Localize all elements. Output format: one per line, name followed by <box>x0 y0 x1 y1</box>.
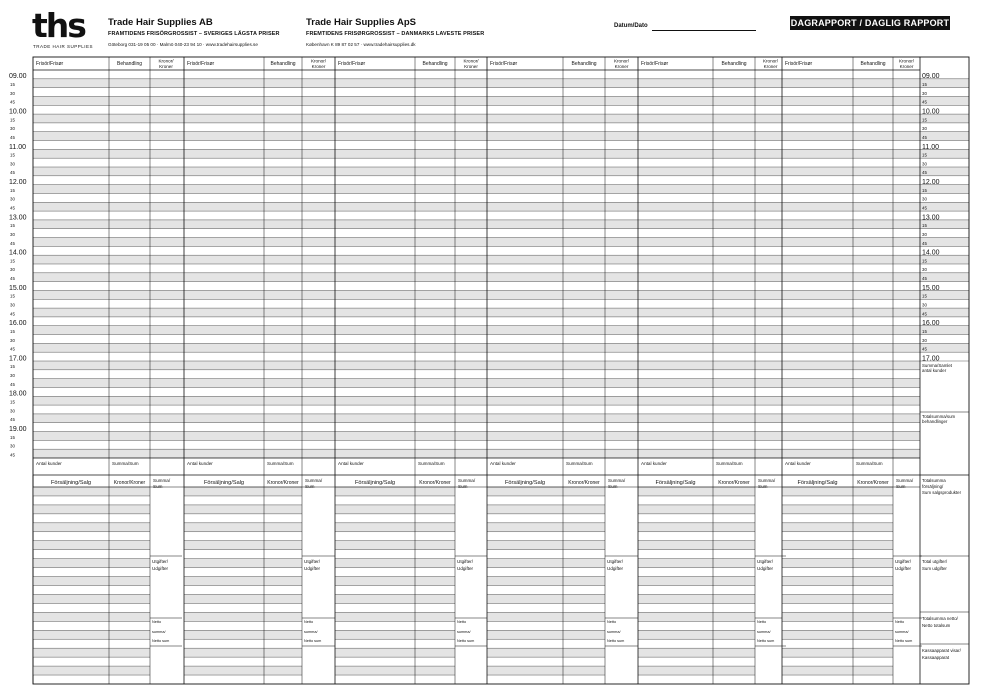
time-label-right-1600: 16.00 <box>922 320 940 328</box>
shaded-row <box>638 594 755 603</box>
quarter-label-right: 30 <box>922 196 927 202</box>
quarter-label: 30 <box>10 126 15 132</box>
time-label-right-1000: 10.00 <box>922 108 940 116</box>
summa-label: Summa/Sum <box>856 461 883 466</box>
shaded-row <box>33 577 150 586</box>
shaded-row <box>638 541 755 550</box>
shaded-row <box>184 541 302 550</box>
quarter-label: 30 <box>10 90 15 96</box>
quarter-label: 45 <box>10 205 15 211</box>
time-label-right-1300: 13.00 <box>922 214 940 222</box>
shaded-row <box>33 202 920 211</box>
shaded-row <box>487 577 605 586</box>
quarter-label-right: 45 <box>922 311 927 317</box>
netto-label: Netto <box>607 620 617 624</box>
quarter-label: 15 <box>10 187 15 193</box>
kronor-column-header: Kroner <box>614 64 629 69</box>
kronor-column-header: Kronor/Kroner <box>267 480 299 486</box>
kronor-column-header: Kroner <box>763 64 778 69</box>
shaded-row <box>335 648 455 657</box>
time-label-1700: 17.00 <box>9 355 27 363</box>
quarter-label: 30 <box>10 302 15 308</box>
summa-column-header: Sum <box>758 484 768 489</box>
quarter-label-right: 45 <box>922 99 927 105</box>
shaded-row <box>33 396 920 405</box>
quarter-label: 45 <box>10 240 15 246</box>
shaded-row <box>33 167 920 176</box>
netto-label: summa/ <box>457 630 471 634</box>
shaded-row <box>33 238 920 247</box>
shaded-row <box>33 132 920 141</box>
shaded-row <box>487 594 605 603</box>
time-label-1800: 18.00 <box>9 390 27 398</box>
time-label-1200: 12.00 <box>9 179 27 187</box>
shaded-row <box>487 505 605 514</box>
quarter-label: 45 <box>10 170 15 176</box>
shaded-row <box>920 132 969 141</box>
forsaljning-column-header: Försäljning/Salg <box>354 480 396 486</box>
quarter-label-right: 15 <box>922 82 927 88</box>
utgifter-label: Utgifter/ <box>607 559 624 564</box>
summa-column-header: Sum <box>608 484 618 489</box>
utgifter-label: Utgifter/ <box>457 559 474 564</box>
quarter-label-right: 45 <box>922 276 927 282</box>
quarter-label: 45 <box>10 311 15 317</box>
shaded-row <box>33 255 920 264</box>
time-label-right-0900: 09.00 <box>922 73 940 81</box>
shaded-row <box>33 361 920 370</box>
shaded-row <box>184 648 302 657</box>
time-label-right-1700: 17.00 <box>922 355 940 363</box>
shaded-row <box>33 220 920 229</box>
totalsumma-behandlinger-label: behandlinger <box>922 419 948 424</box>
shaded-row <box>335 505 455 514</box>
netto-label: summa/ <box>607 630 621 634</box>
summa-column-header: Summa/ <box>758 478 776 483</box>
kronor-column-header: Kroner <box>899 64 914 69</box>
time-label-1300: 13.00 <box>9 214 27 222</box>
time-label-1100: 11.00 <box>9 143 26 151</box>
summa-label: Summa/Sum <box>566 461 593 466</box>
summa-label: Summa/Sum <box>112 461 139 466</box>
kronor-column-header: Kronor/ <box>310 58 327 64</box>
behandling-column-header: Behandling <box>270 61 296 67</box>
quarter-label: 15 <box>10 399 15 405</box>
quarter-label-right: 15 <box>922 117 927 123</box>
kronor-column-header: Kronor/Kroner <box>568 480 600 486</box>
netto-label: summa/ <box>304 630 318 634</box>
netto-label: Netto sum <box>304 639 322 643</box>
shaded-row <box>184 666 302 675</box>
antal-kunder-label: Antal kunder <box>338 461 364 466</box>
quarter-label: 45 <box>10 99 15 105</box>
totalsumma-behandlinger-label: Totalsumma/sum <box>922 414 956 419</box>
time-label-1000: 10.00 <box>9 108 27 116</box>
forsaljning-column-header: Försäljning/Salg <box>797 480 838 486</box>
company-se-name: Trade Hair Supplies AB <box>108 17 213 28</box>
utgifter-label: Udgifter <box>304 566 321 571</box>
summa-column-header: Summa/ <box>896 478 914 483</box>
shaded-row <box>184 505 302 514</box>
shaded-row <box>487 541 605 550</box>
company-se-info: Göteborg 031-19 05 00 · Malmö 040-23 94 10 · www.tradehairsupplies.se <box>108 42 258 47</box>
shaded-row <box>487 523 605 532</box>
quarter-label-right: 15 <box>922 293 927 299</box>
quarter-label-right: 15 <box>922 223 927 229</box>
time-label-right-1400: 14.00 <box>922 249 940 257</box>
shaded-row <box>33 96 920 105</box>
summa-column-header: Summa/ <box>458 478 476 483</box>
netto-label: summa/ <box>757 630 771 634</box>
time-label-1500: 15.00 <box>9 284 27 292</box>
shaded-row <box>920 343 969 352</box>
friser-column-header: Frisör/Frisør <box>338 61 366 67</box>
shaded-row <box>33 559 150 568</box>
antal-kunder-label: Antal kunder <box>785 461 811 466</box>
forsaljning-column-header: Försäljning/Salg <box>203 480 245 486</box>
shaded-row <box>638 505 755 514</box>
quarter-label: 45 <box>10 276 15 282</box>
shaded-row <box>782 559 893 568</box>
time-label-0900: 09.00 <box>9 73 27 81</box>
utgifter-label: Udgifter <box>152 566 169 571</box>
quarter-label-right: 45 <box>922 205 927 211</box>
shaded-row <box>184 487 302 496</box>
shaded-row <box>33 594 150 603</box>
shaded-row <box>782 541 893 550</box>
kronor-column-header: Kronor/ <box>463 58 479 64</box>
quarter-label: 15 <box>10 364 15 370</box>
shaded-row <box>33 414 920 423</box>
quarter-label: 15 <box>10 82 15 88</box>
shaded-row <box>487 666 605 675</box>
shaded-row <box>920 202 969 211</box>
netto-label: Netto sum <box>757 639 775 643</box>
time-label-1600: 16.00 <box>9 320 27 328</box>
shaded-row <box>33 487 150 496</box>
shaded-row <box>487 648 605 657</box>
quarter-label: 15 <box>10 152 15 158</box>
behandling-column-header: Behandling <box>860 61 886 67</box>
behandling-column-header: Behandling <box>721 61 747 67</box>
shaded-row <box>33 630 150 639</box>
quarter-label: 30 <box>10 267 15 273</box>
quarter-label: 45 <box>10 134 15 140</box>
antal-kunder-label: Antal kunder <box>36 461 62 466</box>
kassaapparat-label: Kassaapparat visar/ <box>922 648 961 653</box>
shaded-row <box>184 559 302 568</box>
quarter-label: 45 <box>10 381 15 387</box>
shaded-row <box>184 523 302 532</box>
friser-column-header: Frisör/Frisør <box>641 61 669 67</box>
quarter-label: 30 <box>10 337 15 343</box>
totalsumma-forsaljning-label: Sum salgsprodukter <box>922 490 962 495</box>
shaded-row <box>33 379 920 388</box>
kronor-column-header: Kroner <box>464 64 478 69</box>
netto-label: Netto <box>757 620 767 624</box>
quarter-label: 15 <box>10 223 15 229</box>
antal-kunder-label: Antal kunder <box>490 461 516 466</box>
shaded-row <box>33 185 920 194</box>
quarter-label: 30 <box>10 161 15 167</box>
utgifter-label: Utgifter/ <box>304 559 321 564</box>
shaded-row <box>33 523 150 532</box>
quarter-label: 30 <box>10 408 15 414</box>
shaded-row <box>33 666 150 675</box>
shaded-row <box>33 326 920 335</box>
shaded-row <box>335 559 455 568</box>
kronor-column-header: Kronor/Kroner <box>718 480 750 486</box>
utgifter-label: Udgifter <box>607 566 624 571</box>
friser-column-header: Frisör/Frisør <box>490 61 518 67</box>
shaded-row <box>638 648 755 657</box>
totalsumma-forsaljning-label: försäljning/ <box>922 484 944 489</box>
summa-column-header: Summa/ <box>608 478 626 483</box>
quarter-label-right: 30 <box>922 267 927 273</box>
forsaljning-column-header: Försäljning/Salg <box>655 480 696 486</box>
quarter-label: 30 <box>10 443 15 449</box>
summa-column-header: Sum <box>458 484 468 489</box>
quarter-label: 30 <box>10 196 15 202</box>
utgifter-label: Udgifter <box>757 566 774 571</box>
shaded-row <box>782 648 893 657</box>
quarter-label: 30 <box>10 231 15 237</box>
antal-kunder-label: Antal kunder <box>187 461 213 466</box>
quarter-label-right: 15 <box>922 187 927 193</box>
shaded-row <box>638 487 755 496</box>
kassaapparat-label: Kassaapparat <box>922 655 950 660</box>
shaded-row <box>335 541 455 550</box>
quarter-label: 30 <box>10 373 15 379</box>
summa-column-header: Sum <box>153 484 163 489</box>
shaded-row <box>920 308 969 317</box>
quarter-label: 15 <box>10 328 15 334</box>
netto-label: Netto <box>895 620 905 624</box>
shaded-row <box>184 594 302 603</box>
quarter-label-right: 45 <box>922 170 927 176</box>
shaded-row <box>33 449 920 458</box>
summa-samlet-label: Summa/Samlet <box>922 363 953 368</box>
quarter-label-right: 45 <box>922 346 927 352</box>
quarter-label-right: 30 <box>922 126 927 132</box>
time-label-right-1200: 12.00 <box>922 179 940 187</box>
shaded-row <box>782 505 893 514</box>
netto-label: Netto sum <box>607 639 625 643</box>
utgifter-label: Utgifter/ <box>895 559 912 564</box>
shaded-row <box>33 648 150 657</box>
kronor-column-header: Kroner <box>159 64 173 69</box>
shaded-row <box>487 559 605 568</box>
shaded-row <box>920 273 969 282</box>
utgifter-label: Udgifter <box>457 566 474 571</box>
kronor-column-header: Kronor/ <box>898 58 915 64</box>
shaded-row <box>638 559 755 568</box>
shaded-row <box>184 612 302 621</box>
summa-label: Summa/Sum <box>267 461 294 466</box>
quarter-label-right: 45 <box>922 134 927 140</box>
shaded-row <box>33 343 920 352</box>
netto-label: summa/ <box>152 630 166 634</box>
time-label-right-1500: 15.00 <box>922 284 940 292</box>
shaded-row <box>920 96 969 105</box>
shaded-row <box>33 612 150 621</box>
quarter-label-right: 30 <box>922 161 927 167</box>
total-utgifter-label: Total utgifter/ <box>922 559 948 564</box>
shaded-row <box>335 594 455 603</box>
shaded-row <box>33 79 920 88</box>
utgifter-label: Udgifter <box>895 566 912 571</box>
forsaljning-column-header: Försäljning/Salg <box>504 480 546 486</box>
kronor-column-header: Kroner <box>311 64 326 69</box>
company-dk-name: Trade Hair Supplies ApS <box>306 17 416 28</box>
netto-label: Netto sum <box>895 639 913 643</box>
kronor-column-header: Kronor/Kroner <box>113 480 146 486</box>
shaded-row <box>33 273 920 282</box>
shaded-row <box>782 594 893 603</box>
company-dk-tagline: FREMTIDENS FRISØRGROSSIST – DANMARKS LAVESTE PRISER <box>306 31 485 37</box>
shaded-row <box>33 308 920 317</box>
shaded-row <box>638 612 755 621</box>
shaded-row <box>184 630 302 639</box>
netto-label: Netto sum <box>152 639 170 643</box>
summa-samlet-label: antal kunder <box>922 368 947 373</box>
shaded-row <box>335 666 455 675</box>
netto-label: Netto <box>457 620 467 624</box>
logo-subtitle: TRADE HAIR SUPPLIES <box>33 44 94 49</box>
shaded-row <box>782 630 893 639</box>
quarter-label-right: 15 <box>922 258 927 264</box>
totalsumma-netto-label: Totalsumma netto/ <box>922 616 958 621</box>
time-label-right-1100: 11.00 <box>922 143 939 151</box>
quarter-label: 45 <box>10 452 15 458</box>
shaded-row <box>335 577 455 586</box>
quarter-label: 15 <box>10 117 15 123</box>
netto-label: Netto <box>304 620 314 624</box>
shaded-row <box>184 577 302 586</box>
quarter-label-right: 45 <box>922 240 927 246</box>
quarter-label: 45 <box>10 417 15 423</box>
shaded-row <box>782 577 893 586</box>
quarter-label: 15 <box>10 434 15 440</box>
behandling-column-header: Behandling <box>116 61 143 67</box>
shaded-row <box>33 505 150 514</box>
shaded-row <box>335 612 455 621</box>
shaded-row <box>33 541 150 550</box>
quarter-label-right: 15 <box>922 328 927 334</box>
shaded-row <box>33 149 920 158</box>
shaded-row <box>335 487 455 496</box>
behandling-column-header: Behandling <box>571 61 597 67</box>
company-se-tagline: FRAMTIDENS FRISÖRGROSSIST – SVERIGES LÄGSTA PRISER <box>108 31 280 37</box>
shaded-row <box>335 523 455 532</box>
summa-column-header: Sum <box>896 484 906 489</box>
antal-kunder-label: Antal kunder <box>641 461 667 466</box>
quarter-label-right: 30 <box>922 302 927 308</box>
time-label-1400: 14.00 <box>9 249 27 257</box>
quarter-label-right: 30 <box>922 90 927 96</box>
kronor-column-header: Kronor/ <box>158 58 174 64</box>
shaded-row <box>782 523 893 532</box>
shaded-row <box>638 630 755 639</box>
behandling-column-header: Behandling <box>422 61 448 67</box>
shaded-row <box>638 666 755 675</box>
shaded-row <box>33 290 920 299</box>
friser-column-header: Frisör/Frisør <box>36 61 64 67</box>
shaded-row <box>782 612 893 621</box>
netto-label: Netto <box>152 620 162 624</box>
totalsumma-netto-label: Netto totalsum <box>922 623 951 628</box>
utgifter-label: Utgifter/ <box>757 559 774 564</box>
quarter-label-right: 15 <box>922 152 927 158</box>
shaded-row <box>335 630 455 639</box>
summa-column-header: Summa/ <box>305 478 323 483</box>
summa-column-header: Summa/ <box>153 478 171 483</box>
report-title: DAGRAPPORT / DAGLIG RAPPORT <box>790 18 950 28</box>
kronor-column-header: Kronor/ <box>762 58 779 64</box>
quarter-label: 15 <box>10 258 15 264</box>
netto-label: Netto sum <box>457 639 475 643</box>
quarter-label-right: 30 <box>922 231 927 237</box>
quarter-label-right: 30 <box>922 337 927 343</box>
company-dk-info: København K 89 87 02 57 · www.tradehairsupplies.dk <box>306 42 416 47</box>
kronor-column-header: Kronor/Kroner <box>857 480 889 486</box>
time-label-1900: 19.00 <box>9 425 27 433</box>
shaded-row <box>920 238 969 247</box>
shaded-row <box>487 630 605 639</box>
netto-label: summa/ <box>895 630 909 634</box>
total-utgifter-label: Sum udgifter <box>922 566 947 571</box>
shaded-row <box>782 666 893 675</box>
ths-logo: ths <box>32 6 85 45</box>
summa-label: Summa/Sum <box>418 461 445 466</box>
quarter-label: 15 <box>10 293 15 299</box>
quarter-label: 45 <box>10 346 15 352</box>
shaded-row <box>487 487 605 496</box>
friser-column-header: Frisör/Frisør <box>187 61 215 67</box>
shaded-row <box>487 612 605 621</box>
date-label: Datum/Dato <box>614 23 648 29</box>
shaded-row <box>782 487 893 496</box>
shaded-row <box>638 577 755 586</box>
shaded-row <box>33 432 920 441</box>
utgifter-label: Utgifter/ <box>152 559 169 564</box>
forsaljning-column-header: Försäljning/Salg <box>50 480 92 486</box>
kronor-column-header: Kronor/ <box>613 58 630 64</box>
shaded-row <box>33 114 920 123</box>
friser-column-header: Frisör/Frisør <box>785 61 813 67</box>
summa-label: Summa/Sum <box>716 461 743 466</box>
summa-column-header: Sum <box>305 484 315 489</box>
totalsumma-forsaljning-label: Totalsumma <box>922 478 946 483</box>
shaded-row <box>920 167 969 176</box>
kronor-column-header: Kronor/Kroner <box>419 480 451 486</box>
shaded-row <box>638 523 755 532</box>
